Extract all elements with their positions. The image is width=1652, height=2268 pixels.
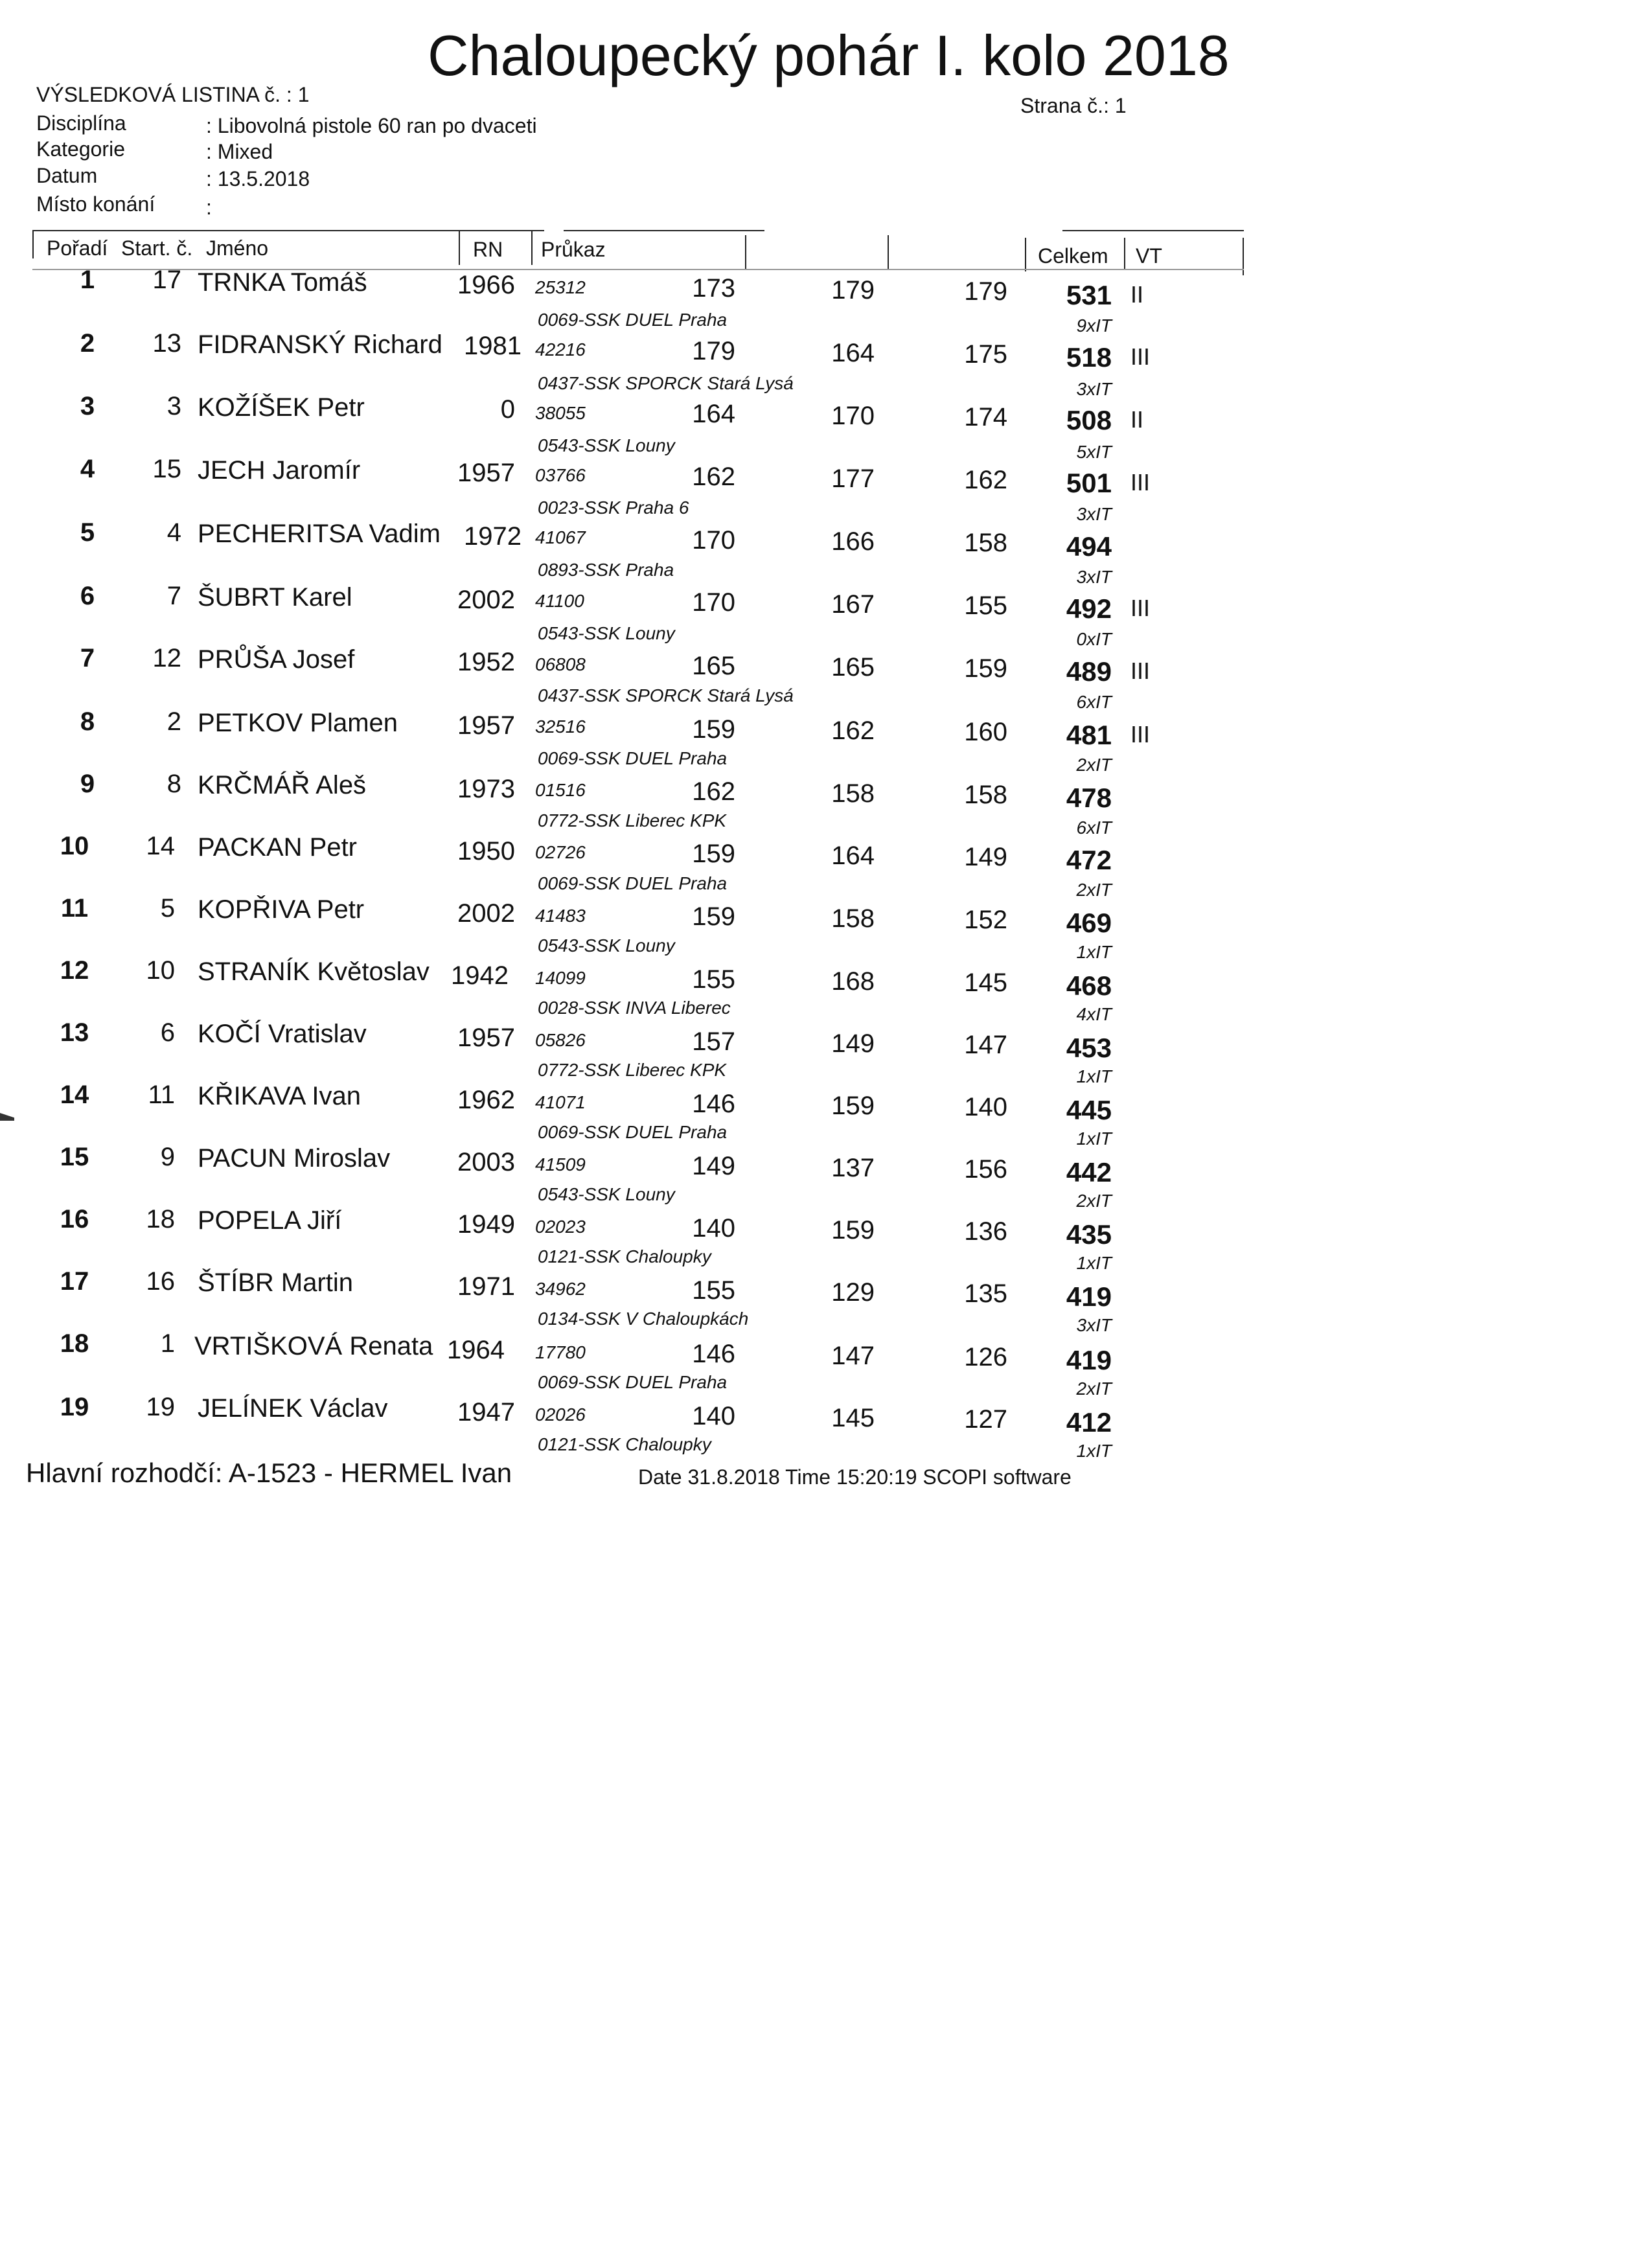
row-series-1: 173 bbox=[692, 274, 735, 303]
row-series-3: 156 bbox=[964, 1155, 1007, 1184]
row-club: 0028-SSK INVA Liberec bbox=[538, 998, 731, 1018]
meta-value-category: : Mixed bbox=[206, 140, 273, 163]
row-birth-year: 2002 bbox=[457, 586, 515, 614]
row-card-number: 41071 bbox=[535, 1092, 586, 1112]
row-total: 531 bbox=[1066, 280, 1112, 310]
row-start-number: 9 bbox=[160, 1143, 175, 1171]
row-inner-tens: 1xIT bbox=[1076, 1066, 1112, 1086]
row-birth-year: 1966 bbox=[457, 271, 515, 299]
meta-label-discipline: Disciplína bbox=[36, 111, 126, 135]
row-start-number: 12 bbox=[152, 644, 181, 672]
meta-value-date: : 13.5.2018 bbox=[206, 167, 310, 190]
row-total: 445 bbox=[1066, 1095, 1112, 1125]
chief-referee: Hlavní rozhodčí: A-1523 - HERMEL Ivan bbox=[26, 1458, 512, 1488]
row-club: 0437-SSK SPORCK Stará Lysá bbox=[538, 373, 794, 393]
row-series-2: 177 bbox=[831, 464, 875, 493]
row-series-3: 127 bbox=[964, 1405, 1007, 1434]
row-name: STRANÍK Květoslav bbox=[198, 957, 430, 986]
row-name: ŠUBRT Karel bbox=[198, 583, 352, 612]
row-class: III bbox=[1130, 721, 1151, 748]
row-series-3: 136 bbox=[964, 1217, 1007, 1246]
row-start-number: 6 bbox=[160, 1018, 175, 1047]
row-series-3: 158 bbox=[964, 781, 1007, 809]
row-rank: 12 bbox=[60, 956, 89, 985]
row-start-number: 14 bbox=[146, 832, 175, 860]
row-series-3: 152 bbox=[964, 906, 1007, 934]
meta-label-category: Kategorie bbox=[36, 137, 125, 161]
row-card-number: 41483 bbox=[535, 906, 586, 926]
row-total: 469 bbox=[1066, 908, 1112, 938]
row-rank: 1 bbox=[80, 266, 95, 294]
row-card-number: 05826 bbox=[535, 1030, 586, 1050]
row-total: 442 bbox=[1066, 1157, 1112, 1187]
row-series-1: 179 bbox=[692, 337, 735, 365]
row-series-3: 162 bbox=[964, 466, 1007, 494]
row-inner-tens: 6xIT bbox=[1076, 692, 1112, 712]
row-start-number: 10 bbox=[146, 956, 175, 985]
row-series-2: 164 bbox=[831, 339, 875, 367]
row-series-3: 147 bbox=[964, 1031, 1007, 1059]
row-start-number: 7 bbox=[166, 582, 181, 610]
header-divider bbox=[1124, 238, 1125, 270]
row-birth-year: 1949 bbox=[457, 1210, 515, 1239]
row-series-1: 146 bbox=[692, 1090, 735, 1118]
row-club: 0069-SSK DUEL Praha bbox=[538, 1122, 728, 1142]
row-class: II bbox=[1130, 406, 1144, 433]
row-rank: 13 bbox=[60, 1018, 89, 1047]
row-club: 0069-SSK DUEL Praha bbox=[538, 873, 728, 893]
row-series-2: 170 bbox=[831, 402, 875, 430]
row-series-2: 129 bbox=[831, 1278, 875, 1307]
row-series-1: 155 bbox=[692, 965, 735, 994]
header-year: RN bbox=[473, 238, 503, 261]
row-rank: 3 bbox=[80, 392, 95, 420]
row-club: 0543-SSK Louny bbox=[538, 435, 675, 455]
row-birth-year: 1947 bbox=[457, 1398, 515, 1426]
row-inner-tens: 6xIT bbox=[1076, 818, 1112, 838]
row-series-2: 166 bbox=[831, 527, 875, 556]
row-inner-tens: 3xIT bbox=[1076, 379, 1112, 399]
row-birth-year: 0 bbox=[500, 395, 515, 424]
scan-artifact bbox=[0, 1113, 14, 1121]
row-series-2: 149 bbox=[831, 1029, 875, 1058]
row-total: 435 bbox=[1066, 1219, 1112, 1250]
row-inner-tens: 1xIT bbox=[1076, 942, 1112, 962]
row-series-2: 159 bbox=[831, 1092, 875, 1120]
row-name: JELÍNEK Václav bbox=[198, 1394, 388, 1423]
row-birth-year: 1942 bbox=[451, 961, 509, 990]
row-series-2: 158 bbox=[831, 779, 875, 808]
row-series-3: 160 bbox=[964, 718, 1007, 746]
row-inner-tens: 1xIT bbox=[1076, 1128, 1112, 1149]
row-card-number: 02726 bbox=[535, 842, 586, 862]
row-series-1: 162 bbox=[692, 463, 735, 491]
row-rank: 2 bbox=[80, 329, 95, 358]
row-series-1: 157 bbox=[692, 1027, 735, 1056]
row-rank: 19 bbox=[60, 1393, 89, 1421]
row-series-2: 179 bbox=[831, 276, 875, 304]
row-series-1: 170 bbox=[692, 526, 735, 555]
row-inner-tens: 1xIT bbox=[1076, 1441, 1112, 1461]
header-name: Jméno bbox=[206, 236, 269, 260]
row-card-number: 01516 bbox=[535, 780, 586, 800]
row-class: II bbox=[1130, 281, 1144, 308]
row-rank: 10 bbox=[60, 832, 89, 860]
row-birth-year: 1962 bbox=[457, 1086, 515, 1114]
row-name: PRŮŠA Josef bbox=[198, 645, 355, 674]
row-rank: 4 bbox=[80, 455, 95, 483]
row-inner-tens: 2xIT bbox=[1076, 755, 1112, 775]
row-inner-tens: 9xIT bbox=[1076, 315, 1112, 336]
row-birth-year: 1957 bbox=[457, 711, 515, 740]
row-rank: 17 bbox=[60, 1267, 89, 1296]
meta-value-discipline: : Libovolná pistole 60 ran po dvaceti bbox=[206, 114, 537, 137]
print-date-time: Date 31.8.2018 Time 15:20:19 SCOPI software bbox=[638, 1465, 1072, 1489]
row-total: 453 bbox=[1066, 1033, 1112, 1063]
row-start-number: 8 bbox=[166, 770, 181, 798]
row-name: PETKOV Plamen bbox=[198, 709, 398, 737]
row-total: 492 bbox=[1066, 593, 1112, 624]
row-club: 0543-SSK Louny bbox=[538, 623, 675, 643]
row-rank: 18 bbox=[60, 1329, 89, 1358]
row-club: 0069-SSK DUEL Praha bbox=[538, 748, 728, 768]
row-club: 0893-SSK Praha bbox=[538, 560, 674, 580]
row-card-number: 06808 bbox=[535, 654, 586, 674]
row-series-2: 147 bbox=[831, 1342, 875, 1370]
row-inner-tens: 5xIT bbox=[1076, 442, 1112, 462]
row-class: III bbox=[1130, 469, 1151, 496]
row-name: KOŽÍŠEK Petr bbox=[198, 393, 365, 422]
row-club: 0023-SSK Praha 6 bbox=[538, 498, 689, 518]
row-series-1: 159 bbox=[692, 715, 735, 744]
row-series-1: 159 bbox=[692, 902, 735, 931]
row-series-1: 155 bbox=[692, 1276, 735, 1305]
row-series-3: 158 bbox=[964, 529, 1007, 557]
row-club: 0543-SSK Louny bbox=[538, 1184, 675, 1204]
row-series-1: 159 bbox=[692, 840, 735, 868]
row-birth-year: 1957 bbox=[457, 1024, 515, 1052]
row-series-1: 149 bbox=[692, 1152, 735, 1180]
row-card-number: 34962 bbox=[535, 1279, 586, 1299]
row-series-3: 179 bbox=[964, 277, 1007, 306]
row-birth-year: 1971 bbox=[457, 1272, 515, 1301]
row-inner-tens: 2xIT bbox=[1076, 1191, 1112, 1211]
row-inner-tens: 1xIT bbox=[1076, 1253, 1112, 1273]
row-birth-year: 1952 bbox=[457, 648, 515, 676]
row-series-1: 146 bbox=[692, 1340, 735, 1368]
row-inner-tens: 3xIT bbox=[1076, 1315, 1112, 1335]
row-inner-tens: 0xIT bbox=[1076, 629, 1112, 649]
row-series-2: 167 bbox=[831, 590, 875, 619]
row-total: 478 bbox=[1066, 783, 1112, 813]
row-series-2: 165 bbox=[831, 653, 875, 682]
row-start-number: 2 bbox=[166, 707, 181, 736]
row-card-number: 38055 bbox=[535, 403, 586, 423]
row-name: POPELA Jiří bbox=[198, 1206, 342, 1235]
row-total: 494 bbox=[1066, 531, 1112, 562]
row-club: 0121-SSK Chaloupky bbox=[538, 1246, 711, 1266]
header-vt: VT bbox=[1136, 244, 1162, 268]
row-series-2: 164 bbox=[831, 842, 875, 870]
row-class: III bbox=[1130, 595, 1151, 621]
header-rank: Pořadí bbox=[47, 236, 108, 260]
row-card-number: 41509 bbox=[535, 1154, 586, 1174]
row-series-3: 149 bbox=[964, 843, 1007, 871]
row-name: PECHERITSA Vadim bbox=[198, 520, 441, 548]
row-inner-tens: 3xIT bbox=[1076, 504, 1112, 524]
row-start-number: 11 bbox=[148, 1081, 175, 1109]
row-series-2: 158 bbox=[831, 904, 875, 933]
row-total: 481 bbox=[1066, 720, 1112, 750]
row-rank: 7 bbox=[80, 644, 95, 672]
row-series-3: 140 bbox=[964, 1093, 1007, 1121]
meta-label-venue: Místo konání bbox=[36, 192, 155, 216]
row-total: 489 bbox=[1066, 656, 1112, 687]
meta-label-date: Datum bbox=[36, 164, 98, 187]
row-rank: 14 bbox=[60, 1081, 89, 1109]
header-rule bbox=[564, 230, 764, 231]
row-start-number: 1 bbox=[160, 1329, 175, 1358]
row-series-1: 165 bbox=[692, 652, 735, 680]
row-card-number: 14099 bbox=[535, 968, 586, 988]
row-card-number: 02023 bbox=[535, 1217, 586, 1237]
row-series-1: 140 bbox=[692, 1402, 735, 1430]
row-club: 0437-SSK SPORCK Stará Lysá bbox=[538, 685, 794, 705]
row-total: 472 bbox=[1066, 845, 1112, 875]
row-series-2: 162 bbox=[831, 716, 875, 745]
row-name: ŠTÍBR Martin bbox=[198, 1268, 354, 1297]
row-club: 0543-SSK Louny bbox=[538, 935, 675, 956]
results-sheet-number: VÝSLEDKOVÁ LISTINA č. : 1 bbox=[36, 83, 310, 106]
row-series-3: 145 bbox=[964, 968, 1007, 997]
row-total: 419 bbox=[1066, 1345, 1112, 1375]
row-series-2: 145 bbox=[831, 1404, 875, 1432]
row-card-number: 25312 bbox=[535, 277, 586, 297]
row-birth-year: 1981 bbox=[464, 332, 522, 360]
row-birth-year: 1964 bbox=[447, 1336, 505, 1364]
row-series-2: 137 bbox=[831, 1154, 875, 1182]
row-series-1: 170 bbox=[692, 588, 735, 617]
row-total: 518 bbox=[1066, 342, 1112, 372]
row-series-1: 140 bbox=[692, 1214, 735, 1243]
row-card-number: 42216 bbox=[535, 339, 586, 360]
header-rule bbox=[1062, 230, 1244, 231]
row-club: 0134-SSK V Chaloupkách bbox=[538, 1309, 749, 1329]
row-total: 419 bbox=[1066, 1281, 1112, 1312]
row-card-number: 41067 bbox=[535, 527, 586, 547]
header-divider bbox=[888, 235, 889, 269]
row-club: 0069-SSK DUEL Praha bbox=[538, 1372, 728, 1392]
row-birth-year: 1973 bbox=[457, 775, 515, 803]
row-card-number: 32516 bbox=[535, 716, 586, 737]
row-name: VRTIŠKOVÁ Renata bbox=[194, 1332, 433, 1360]
header-divider bbox=[531, 230, 533, 265]
row-series-2: 159 bbox=[831, 1216, 875, 1244]
row-start-number: 3 bbox=[166, 392, 181, 420]
row-card-number: 41100 bbox=[535, 591, 584, 611]
row-card-number: 02026 bbox=[535, 1404, 586, 1425]
header-card: Průkaz bbox=[541, 238, 606, 261]
row-birth-year: 2002 bbox=[457, 899, 515, 928]
row-club: 0121-SSK Chaloupky bbox=[538, 1434, 711, 1454]
row-inner-tens: 4xIT bbox=[1076, 1004, 1112, 1024]
row-series-3: 135 bbox=[964, 1279, 1007, 1308]
row-card-number: 17780 bbox=[535, 1342, 586, 1362]
row-series-3: 175 bbox=[964, 340, 1007, 369]
row-start-number: 18 bbox=[146, 1205, 175, 1233]
row-rank: 16 bbox=[60, 1205, 89, 1233]
row-class: III bbox=[1130, 658, 1151, 684]
row-series-1: 162 bbox=[692, 777, 735, 806]
row-name: KŘIKAVA Ivan bbox=[198, 1082, 361, 1110]
row-birth-year: 2003 bbox=[457, 1148, 515, 1176]
row-club: 0772-SSK Liberec KPK bbox=[538, 810, 727, 830]
row-start-number: 17 bbox=[152, 266, 181, 294]
row-name: FIDRANSKÝ Richard bbox=[198, 330, 442, 359]
row-name: PACKAN Petr bbox=[198, 833, 357, 862]
row-series-2: 168 bbox=[831, 967, 875, 996]
row-rank: 8 bbox=[80, 707, 95, 736]
row-name: KOPŘIVA Petr bbox=[198, 895, 365, 924]
document-title: Chaloupecký pohár I. kolo 2018 bbox=[428, 23, 1230, 87]
row-start-number: 19 bbox=[146, 1393, 175, 1421]
header-divider bbox=[745, 235, 746, 269]
row-name: TRNKA Tomáš bbox=[198, 268, 367, 297]
row-card-number: 03766 bbox=[535, 465, 586, 485]
header-divider bbox=[32, 230, 34, 258]
row-rank: 6 bbox=[80, 582, 95, 610]
row-birth-year: 1950 bbox=[457, 837, 515, 865]
row-start-number: 4 bbox=[166, 518, 181, 547]
row-rank: 5 bbox=[80, 518, 95, 547]
row-total: 501 bbox=[1066, 468, 1112, 498]
row-name: KOČÍ Vratislav bbox=[198, 1020, 367, 1048]
row-inner-tens: 2xIT bbox=[1076, 1379, 1112, 1399]
row-total: 468 bbox=[1066, 970, 1112, 1001]
row-name: KRČMÁŘ Aleš bbox=[198, 771, 367, 799]
row-series-3: 155 bbox=[964, 591, 1007, 620]
row-series-3: 174 bbox=[964, 403, 1007, 431]
row-name: PACUN Miroslav bbox=[198, 1144, 391, 1173]
row-total: 508 bbox=[1066, 405, 1112, 435]
row-start-number: 13 bbox=[152, 329, 181, 358]
header-rule bbox=[32, 230, 544, 231]
row-club: 0069-SSK DUEL Praha bbox=[538, 310, 728, 330]
row-total: 412 bbox=[1066, 1407, 1112, 1438]
row-rank: 11 bbox=[60, 894, 89, 922]
row-series-3: 159 bbox=[964, 654, 1007, 683]
row-series-3: 126 bbox=[964, 1343, 1007, 1371]
page-number: Strana č.: 1 bbox=[1020, 94, 1127, 117]
row-class: III bbox=[1130, 343, 1151, 370]
header-start: Start. č. bbox=[121, 236, 193, 260]
row-birth-year: 1972 bbox=[464, 522, 522, 551]
row-start-number: 15 bbox=[152, 455, 181, 483]
row-rank: 9 bbox=[80, 770, 95, 798]
row-club: 0772-SSK Liberec KPK bbox=[538, 1060, 727, 1080]
header-divider bbox=[459, 230, 460, 265]
header-total: Celkem bbox=[1038, 244, 1108, 268]
row-start-number: 5 bbox=[160, 894, 175, 922]
row-rank: 15 bbox=[60, 1143, 89, 1171]
row-series-1: 164 bbox=[692, 400, 735, 428]
row-birth-year: 1957 bbox=[457, 459, 515, 487]
row-inner-tens: 3xIT bbox=[1076, 567, 1112, 587]
row-inner-tens: 2xIT bbox=[1076, 880, 1112, 900]
row-start-number: 16 bbox=[146, 1267, 175, 1296]
meta-value-venue: : bbox=[206, 196, 212, 219]
header-divider bbox=[1025, 238, 1026, 271]
row-name: JECH Jaromír bbox=[198, 456, 361, 485]
